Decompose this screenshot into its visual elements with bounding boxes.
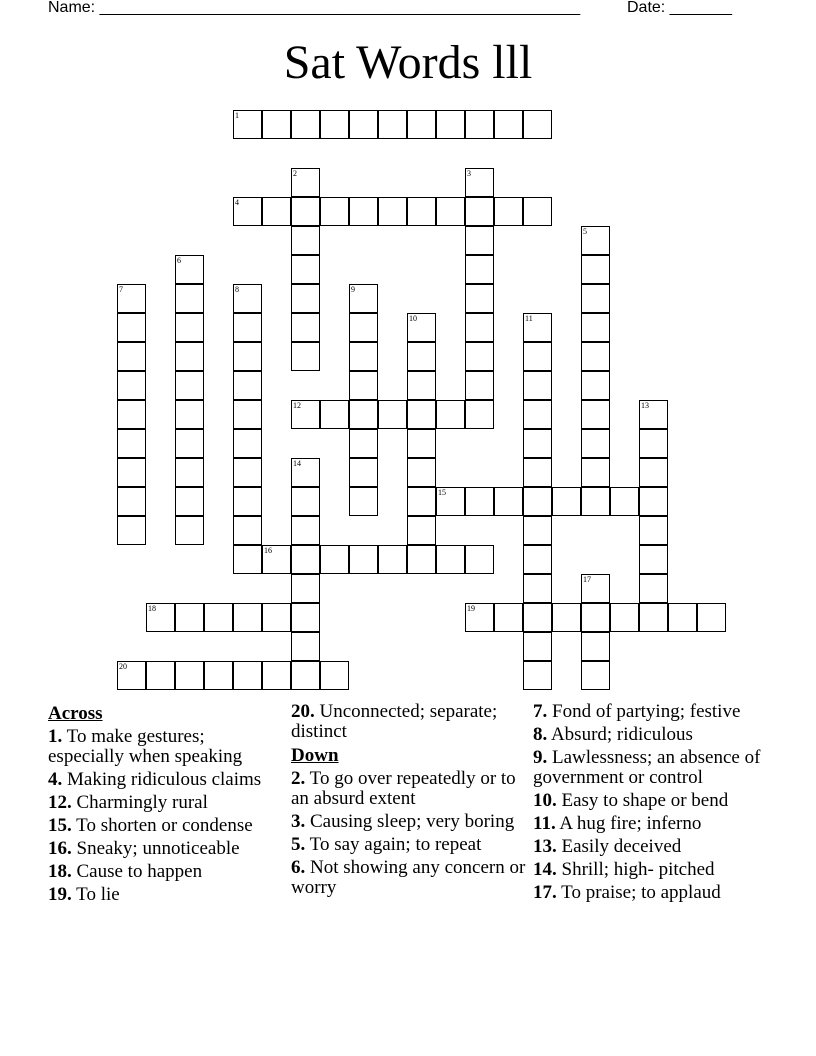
clue-item-number: 10. bbox=[533, 790, 557, 811]
clue-number: 2 bbox=[293, 169, 297, 178]
grid-cell[interactable] bbox=[262, 661, 291, 690]
grid-cell[interactable] bbox=[465, 603, 494, 632]
grid-cell[interactable] bbox=[581, 603, 610, 632]
clue-item-text: Absurd; ridiculous bbox=[550, 724, 693, 745]
grid-cell[interactable] bbox=[146, 661, 175, 690]
grid-cell[interactable] bbox=[494, 197, 523, 226]
grid-cell[interactable] bbox=[117, 429, 146, 458]
grid-cell[interactable] bbox=[407, 458, 436, 487]
down-clue-list bbox=[291, 769, 527, 898]
grid-cell[interactable] bbox=[233, 458, 262, 487]
grid-cell[interactable] bbox=[465, 197, 494, 226]
grid-cell[interactable] bbox=[291, 342, 320, 371]
clue-item-text: A hug fire; inferno bbox=[559, 813, 702, 834]
grid-cell[interactable] bbox=[639, 545, 668, 574]
clue-number: 13 bbox=[641, 401, 649, 410]
clue-item-text: To say again; to repeat bbox=[309, 834, 482, 855]
grid-cell[interactable] bbox=[523, 400, 552, 429]
grid-cell[interactable] bbox=[581, 371, 610, 400]
grid-cell[interactable] bbox=[291, 284, 320, 313]
grid-cell[interactable] bbox=[175, 661, 204, 690]
clue-number: 16 bbox=[264, 546, 272, 555]
clue-number: 18 bbox=[148, 604, 156, 613]
grid-cell[interactable] bbox=[291, 226, 320, 255]
clue-item-text: To praise; to applaud bbox=[561, 882, 721, 903]
clue-item-number: 12. bbox=[48, 792, 72, 813]
across-heading: Across bbox=[48, 703, 103, 724]
grid-cell[interactable] bbox=[175, 400, 204, 429]
grid-cell[interactable] bbox=[262, 545, 291, 574]
grid-cell[interactable] bbox=[581, 574, 610, 603]
grid-cell[interactable] bbox=[581, 632, 610, 661]
grid-cell[interactable] bbox=[291, 603, 320, 632]
clue-item-number: 11. bbox=[533, 813, 556, 834]
clue-item-text: To make gestures; especially when speaking bbox=[48, 726, 243, 767]
grid-cell[interactable] bbox=[494, 110, 523, 139]
clue-item-text: Lawlessness; an absence of government or control bbox=[533, 747, 761, 788]
clue-item bbox=[48, 885, 284, 905]
grid-cell[interactable] bbox=[668, 603, 697, 632]
grid-cell[interactable] bbox=[639, 603, 668, 632]
grid-cell[interactable] bbox=[581, 400, 610, 429]
grid-cell[interactable] bbox=[233, 603, 262, 632]
clue-number: 5 bbox=[583, 227, 587, 236]
clue-item bbox=[48, 816, 284, 836]
grid-cell[interactable] bbox=[407, 371, 436, 400]
clue-number: 17 bbox=[583, 575, 591, 584]
clue-item-number: 8. bbox=[533, 724, 548, 745]
grid-cell[interactable] bbox=[320, 110, 349, 139]
grid-cell[interactable] bbox=[117, 400, 146, 429]
grid-cell[interactable] bbox=[378, 545, 407, 574]
grid-cell[interactable] bbox=[581, 661, 610, 690]
clue-item bbox=[533, 725, 773, 745]
clue-number: 19 bbox=[467, 604, 475, 613]
grid-cell[interactable] bbox=[291, 255, 320, 284]
clue-item-text: Easy to shape or bend bbox=[561, 790, 729, 811]
clue-item-number: 16. bbox=[48, 838, 72, 859]
grid-cell[interactable] bbox=[204, 661, 233, 690]
clue-number: 11 bbox=[525, 314, 533, 323]
grid-cell[interactable] bbox=[291, 168, 320, 197]
clue-number: 3 bbox=[467, 169, 471, 178]
grid-cell[interactable] bbox=[291, 487, 320, 516]
grid-cell[interactable] bbox=[581, 342, 610, 371]
grid-cell[interactable] bbox=[436, 545, 465, 574]
grid-cell[interactable] bbox=[291, 110, 320, 139]
grid-cell[interactable] bbox=[465, 342, 494, 371]
grid-cell[interactable] bbox=[117, 342, 146, 371]
clues-column-1 bbox=[48, 702, 284, 908]
date-field-label: Date: _______ bbox=[627, 0, 732, 16]
clue-number: 7 bbox=[119, 285, 123, 294]
clue-item-number: 9. bbox=[533, 747, 548, 768]
grid-cell[interactable] bbox=[581, 487, 610, 516]
grid-cell[interactable] bbox=[291, 400, 320, 429]
grid-cell[interactable] bbox=[262, 603, 291, 632]
grid-cell[interactable] bbox=[465, 371, 494, 400]
grid-cell[interactable] bbox=[262, 110, 291, 139]
clue-item-text: Shrill; high- pitched bbox=[561, 859, 715, 880]
clue-item bbox=[533, 748, 773, 788]
clue-item-text: Cause to happen bbox=[76, 861, 203, 882]
name-field-label: Name: ______________________________________________________ bbox=[48, 0, 581, 16]
grid-cell[interactable] bbox=[639, 429, 668, 458]
clue-item bbox=[533, 860, 773, 880]
grid-cell[interactable] bbox=[291, 574, 320, 603]
grid-cell[interactable] bbox=[349, 342, 378, 371]
grid-cell[interactable] bbox=[523, 574, 552, 603]
grid-cell[interactable] bbox=[117, 313, 146, 342]
grid-cell[interactable] bbox=[204, 603, 233, 632]
grid-cell[interactable] bbox=[639, 516, 668, 545]
grid-cell[interactable] bbox=[378, 110, 407, 139]
grid-cell[interactable] bbox=[523, 110, 552, 139]
grid-cell[interactable] bbox=[233, 661, 262, 690]
grid-cell[interactable] bbox=[175, 487, 204, 516]
clue-number: 20 bbox=[119, 662, 127, 671]
grid-cell[interactable] bbox=[436, 110, 465, 139]
grid-cell[interactable] bbox=[465, 168, 494, 197]
clue-item bbox=[48, 862, 284, 882]
grid-cell[interactable] bbox=[291, 545, 320, 574]
grid-cell[interactable] bbox=[494, 487, 523, 516]
clue-item bbox=[533, 791, 773, 811]
grid-cell[interactable] bbox=[291, 661, 320, 690]
grid-cell[interactable] bbox=[175, 516, 204, 545]
grid-cell[interactable] bbox=[233, 313, 262, 342]
grid-cell[interactable] bbox=[407, 487, 436, 516]
clue-item bbox=[291, 702, 527, 742]
grid-cell[interactable] bbox=[523, 313, 552, 342]
grid-cell[interactable] bbox=[465, 400, 494, 429]
clue-item bbox=[48, 839, 284, 859]
grid-cell[interactable] bbox=[465, 255, 494, 284]
grid-cell[interactable] bbox=[581, 313, 610, 342]
clue-item-text: To go over repeatedly or to an absurd extent bbox=[291, 768, 516, 809]
grid-cell[interactable] bbox=[349, 197, 378, 226]
down-clue-list-continued bbox=[533, 702, 773, 903]
grid-cell[interactable] bbox=[378, 197, 407, 226]
grid-cell[interactable] bbox=[523, 545, 552, 574]
clue-item bbox=[291, 835, 527, 855]
clue-number: 6 bbox=[177, 256, 181, 265]
clue-item-number: 4. bbox=[48, 769, 63, 790]
grid-cell[interactable] bbox=[639, 574, 668, 603]
clue-item bbox=[533, 837, 773, 857]
clue-number: 14 bbox=[293, 459, 301, 468]
grid-cell[interactable] bbox=[320, 545, 349, 574]
grid-cell[interactable] bbox=[233, 371, 262, 400]
clue-item-number: 3. bbox=[291, 811, 306, 832]
grid-cell[interactable] bbox=[233, 400, 262, 429]
clue-item-text: Sneaky; unnoticeable bbox=[76, 838, 240, 859]
grid-cell[interactable] bbox=[233, 342, 262, 371]
clue-item-number: 2. bbox=[291, 768, 306, 789]
grid-cell[interactable] bbox=[465, 545, 494, 574]
clue-item-text: Unconnected; separate; distinct bbox=[291, 701, 498, 742]
clue-item-text: Not showing any concern or worry bbox=[291, 857, 526, 898]
clue-item bbox=[291, 812, 527, 832]
grid-cell[interactable] bbox=[175, 255, 204, 284]
grid-cell[interactable] bbox=[349, 545, 378, 574]
clue-number: 12 bbox=[293, 401, 301, 410]
clues-column-3 bbox=[533, 702, 773, 906]
grid-cell[interactable] bbox=[262, 197, 291, 226]
grid-cell[interactable] bbox=[407, 400, 436, 429]
grid-cell[interactable] bbox=[349, 429, 378, 458]
grid-cell[interactable] bbox=[465, 226, 494, 255]
clue-item-text: Easily deceived bbox=[561, 836, 682, 857]
grid-cell[interactable] bbox=[349, 313, 378, 342]
grid-cell[interactable] bbox=[639, 458, 668, 487]
grid-cell[interactable] bbox=[146, 603, 175, 632]
grid-cell[interactable] bbox=[291, 313, 320, 342]
grid-cell[interactable] bbox=[639, 400, 668, 429]
grid-cell[interactable] bbox=[581, 429, 610, 458]
clue-item-number: 20. bbox=[291, 701, 315, 722]
clue-item bbox=[48, 793, 284, 813]
clue-item bbox=[533, 702, 773, 722]
across-clue-list bbox=[48, 727, 284, 905]
grid-cell[interactable] bbox=[610, 603, 639, 632]
grid-cell[interactable] bbox=[233, 197, 262, 226]
grid-cell[interactable] bbox=[552, 603, 581, 632]
grid-cell[interactable] bbox=[407, 110, 436, 139]
clue-item bbox=[291, 769, 527, 809]
clue-item-number: 5. bbox=[291, 834, 306, 855]
grid-cell[interactable] bbox=[436, 487, 465, 516]
grid-cell[interactable] bbox=[523, 632, 552, 661]
clue-item-number: 17. bbox=[533, 882, 557, 903]
grid-cell[interactable] bbox=[349, 400, 378, 429]
clue-item-number: 1. bbox=[48, 726, 63, 747]
grid-cell[interactable] bbox=[233, 545, 262, 574]
grid-cell[interactable] bbox=[639, 487, 668, 516]
grid-cell[interactable] bbox=[581, 458, 610, 487]
grid-cell[interactable] bbox=[233, 487, 262, 516]
clue-number: 8 bbox=[235, 285, 239, 294]
puzzle-title: Sat Words lll bbox=[283, 36, 533, 89]
grid-cell[interactable] bbox=[233, 429, 262, 458]
grid-cell[interactable] bbox=[407, 342, 436, 371]
clue-number: 9 bbox=[351, 285, 355, 294]
grid-cell[interactable] bbox=[175, 458, 204, 487]
clue-item-number: 19. bbox=[48, 884, 72, 905]
grid-cell[interactable] bbox=[291, 458, 320, 487]
grid-cell[interactable] bbox=[465, 487, 494, 516]
clue-item-text: To shorten or condense bbox=[76, 815, 253, 836]
clue-number: 10 bbox=[409, 314, 417, 323]
grid-cell[interactable] bbox=[494, 603, 523, 632]
grid-cell[interactable] bbox=[436, 400, 465, 429]
grid-cell[interactable] bbox=[407, 516, 436, 545]
grid-cell[interactable] bbox=[436, 197, 465, 226]
grid-cell[interactable] bbox=[175, 313, 204, 342]
clue-number: 4 bbox=[235, 198, 239, 207]
grid-cell[interactable] bbox=[175, 603, 204, 632]
clue-item-text: Causing sleep; very boring bbox=[310, 811, 515, 832]
grid-cell[interactable] bbox=[320, 197, 349, 226]
grid-cell[interactable] bbox=[465, 284, 494, 313]
grid-cell[interactable] bbox=[175, 371, 204, 400]
grid-cell[interactable] bbox=[233, 110, 262, 139]
grid-cell[interactable] bbox=[407, 429, 436, 458]
grid-cell[interactable] bbox=[117, 371, 146, 400]
grid-cell[interactable] bbox=[349, 458, 378, 487]
clue-item-text: To lie bbox=[76, 884, 120, 905]
grid-cell[interactable] bbox=[523, 661, 552, 690]
clue-item bbox=[291, 858, 527, 898]
grid-cell[interactable] bbox=[523, 458, 552, 487]
clue-item-number: 14. bbox=[533, 859, 557, 880]
clue-number: 15 bbox=[438, 488, 446, 497]
grid-cell[interactable] bbox=[523, 197, 552, 226]
grid-cell[interactable] bbox=[175, 429, 204, 458]
grid-cell[interactable] bbox=[117, 661, 146, 690]
grid-cell[interactable] bbox=[291, 197, 320, 226]
clues-column-2 bbox=[291, 702, 527, 901]
clue-item-number: 7. bbox=[533, 701, 548, 722]
grid-cell[interactable] bbox=[523, 516, 552, 545]
grid-cell[interactable] bbox=[581, 226, 610, 255]
clue-item bbox=[48, 770, 284, 790]
grid-cell[interactable] bbox=[697, 603, 726, 632]
grid-cell[interactable] bbox=[523, 429, 552, 458]
grid-cell[interactable] bbox=[117, 516, 146, 545]
clue-item-number: 6. bbox=[291, 857, 306, 878]
grid-cell[interactable] bbox=[320, 400, 349, 429]
clue-item-number: 13. bbox=[533, 836, 557, 857]
grid-cell[interactable] bbox=[407, 197, 436, 226]
clue-item-text: Making ridiculous claims bbox=[67, 769, 262, 790]
grid-cell[interactable] bbox=[233, 516, 262, 545]
grid-cell[interactable] bbox=[581, 284, 610, 313]
grid-cell[interactable] bbox=[291, 632, 320, 661]
grid-cell[interactable] bbox=[465, 110, 494, 139]
grid-cell[interactable] bbox=[523, 603, 552, 632]
clue-item bbox=[533, 814, 773, 834]
grid-cell[interactable] bbox=[291, 516, 320, 545]
grid-cell[interactable] bbox=[610, 487, 639, 516]
grid-cell[interactable] bbox=[349, 371, 378, 400]
grid-cell[interactable] bbox=[117, 487, 146, 516]
clue-item-number: 18. bbox=[48, 861, 72, 882]
clue-item bbox=[533, 883, 773, 903]
grid-cell[interactable] bbox=[117, 284, 146, 313]
clue-number: 1 bbox=[235, 111, 239, 120]
grid-cell[interactable] bbox=[407, 545, 436, 574]
grid-cell[interactable] bbox=[465, 313, 494, 342]
clue-item-text: Charmingly rural bbox=[76, 792, 208, 813]
clue-item-number: 15. bbox=[48, 815, 72, 836]
grid-cell[interactable] bbox=[581, 255, 610, 284]
clue-item-text: Fond of partying; festive bbox=[552, 701, 741, 722]
grid-cell[interactable] bbox=[349, 284, 378, 313]
grid-cell[interactable] bbox=[378, 400, 407, 429]
grid-cell[interactable] bbox=[523, 342, 552, 371]
grid-cell[interactable] bbox=[117, 458, 146, 487]
grid-cell[interactable] bbox=[175, 284, 204, 313]
down-heading: Down bbox=[291, 745, 339, 766]
across-clue-list-continued bbox=[291, 702, 527, 742]
grid-cell[interactable] bbox=[349, 487, 378, 516]
clue-item bbox=[48, 727, 284, 767]
grid-cell[interactable] bbox=[407, 313, 436, 342]
grid-cell[interactable] bbox=[349, 110, 378, 139]
grid-cell[interactable] bbox=[523, 487, 552, 516]
grid-cell[interactable] bbox=[233, 284, 262, 313]
grid-cell[interactable] bbox=[552, 487, 581, 516]
grid-cell[interactable] bbox=[175, 342, 204, 371]
grid-cell[interactable] bbox=[320, 661, 349, 690]
grid-cell[interactable] bbox=[523, 371, 552, 400]
